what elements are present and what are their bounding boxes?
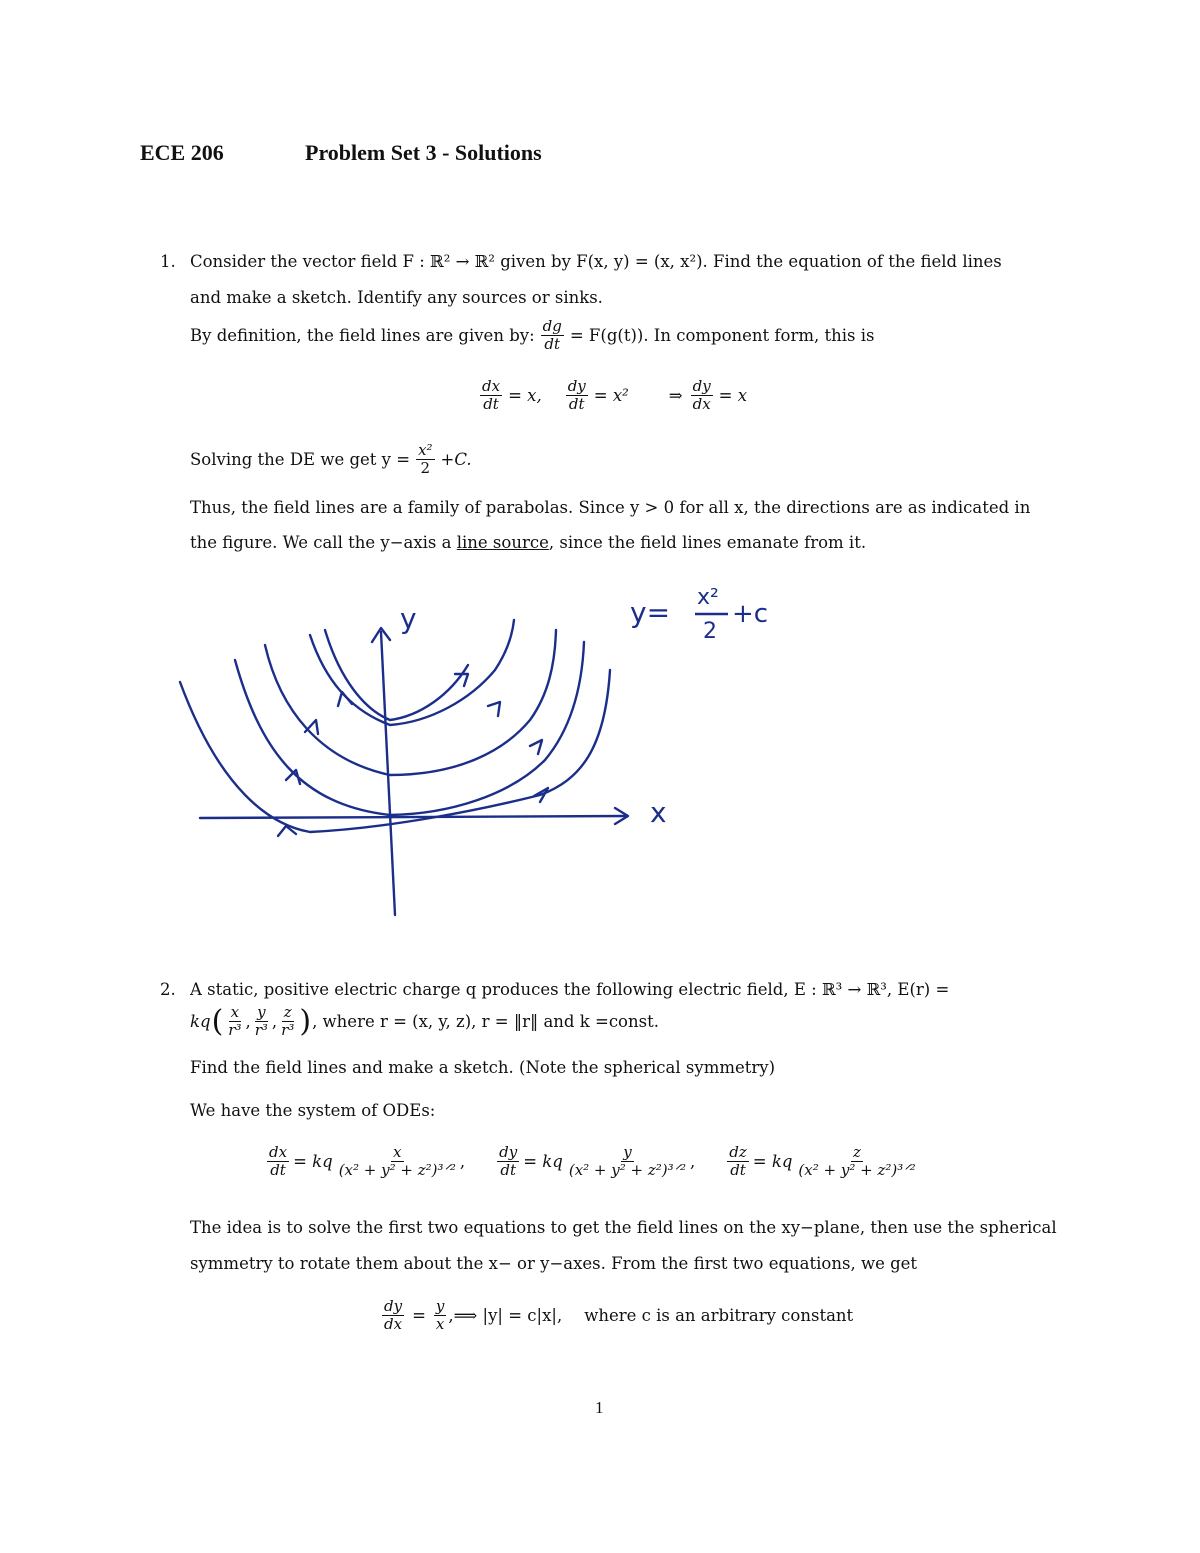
definition-prefix: By definition, the field lines are given by: <box>190 325 535 345</box>
dg-dt-fraction <box>541 318 564 353</box>
component-equations <box>478 378 747 413</box>
x-axis-line <box>200 816 625 818</box>
fraction-denominator: r³ <box>254 1021 268 1039</box>
x-component-fraction <box>337 1144 458 1179</box>
parabola-curve <box>310 620 514 725</box>
definition-suffix: = F(g(t)). In component form, this is <box>569 325 875 345</box>
final-note: where c is an arbitrary constant <box>584 1306 854 1325</box>
fraction-numerator: dy <box>499 1143 518 1161</box>
conclusion-line2 <box>190 533 866 553</box>
fraction-numerator: y <box>257 1003 266 1021</box>
field-line-definition <box>190 318 874 353</box>
conclusion-text: the figure. We call the y−axis a <box>190 533 457 552</box>
field-lines-sketch <box>150 570 850 930</box>
fraction-numerator: dy <box>567 377 586 395</box>
page-number: 1 <box>595 1398 604 1417</box>
direction-arrow <box>338 692 352 706</box>
fraction-numerator: z <box>283 1003 292 1021</box>
fraction-denominator: dt <box>544 335 561 353</box>
field-prefix: kq <box>190 1011 211 1031</box>
formula-denominator: 2 <box>703 619 717 644</box>
dydx-rhs: = x <box>718 386 748 405</box>
de-solution <box>190 442 472 477</box>
find-instruction: Find the field lines and make a sketch. (Note the spherical symmetry) <box>190 1058 776 1077</box>
course-code: ECE 206 <box>140 140 224 165</box>
fraction-denominator: r³ <box>228 1021 242 1039</box>
dy-dt-fraction <box>566 378 588 413</box>
fraction-denominator: dt <box>270 1161 286 1179</box>
formula-left: y= <box>630 596 671 629</box>
problem2-number: 2. <box>160 980 176 999</box>
fraction-numerator: dy <box>692 377 711 395</box>
final-relation <box>380 1298 853 1333</box>
fraction-numerator: x² <box>418 441 433 459</box>
idea-line2: symmetry to rotate them about the x− or y−axes. From the first two equations, we get <box>190 1254 918 1273</box>
y-over-r3-fraction <box>253 1004 270 1039</box>
document-title: Problem Set 3 - Solutions <box>305 140 542 165</box>
dy-rhs: = x² <box>593 386 629 405</box>
ode-system: $\frac{dx}{dt}$ = kq $\frac{x}{\text{(x² + y² + z²)³ᐟ²}}$ , $\frac{dy}{dt}$ = kq $\frac{y}{\text{(x² + y² + z²)³ᐟ²}}$ , $\frac{dz}{dt}$ = kq $\frac{z}{\text{(x² + y² + z²)³ᐟ²}}$ <box>269 1143 916 1179</box>
final-rhs: ,⟹ |y| = c|x|, <box>448 1306 563 1325</box>
electric-field-expression: kq ( $\frac{x}{\text{r³}}$ , $\frac{y}{\text{r³}}$ , $\frac{z}{\text{r³}}$ ) , where r = (x, y, z), r = ‖r‖ and k =const. <box>190 1003 659 1039</box>
z-component-fraction <box>796 1144 917 1179</box>
fraction-numerator: dg <box>542 317 562 335</box>
direction-arrow <box>530 740 542 754</box>
fraction-denominator: dx <box>692 395 711 413</box>
dy-dx-fraction <box>382 1298 404 1333</box>
fraction-numerator: x <box>230 1003 240 1021</box>
conclusion-text-end: , since the field lines emanate from it. <box>548 533 867 552</box>
z-over-r3-fraction <box>279 1004 296 1039</box>
parabola-curve <box>265 630 556 775</box>
dx-rhs: = x, <box>508 386 542 405</box>
problem2-statement-line1: A static, positive electric charge q produces the following electric field, E : ℝ³ → ℝ³, E(r) = <box>190 980 950 999</box>
dz-dt-fraction <box>727 1144 749 1179</box>
fraction-denominator: dt <box>483 395 499 413</box>
fraction-numerator: dy <box>384 1297 403 1315</box>
equals-sign: = <box>412 1306 426 1325</box>
dy-dt-fraction <box>497 1144 519 1179</box>
problem1-statement-line2: and make a sketch. Identify any sources or sinks. <box>190 288 603 307</box>
fraction-denominator: dx <box>384 1315 403 1333</box>
parabola-curve <box>235 642 584 815</box>
fraction-numerator: dx <box>482 377 501 395</box>
fraction-denominator: dt <box>500 1161 516 1179</box>
x-axis-label: x <box>650 796 667 829</box>
field-suffix: , where r = (x, y, z), r = ‖r‖ and k =const. <box>312 1011 659 1031</box>
fraction-denominator: x <box>435 1315 445 1333</box>
x-over-r3-fraction <box>226 1004 243 1039</box>
formula-right: +c <box>732 599 769 629</box>
problem1-statement-line1: Consider the vector field F : ℝ² → ℝ² given by F(x, y) = (x, x²). Find the equation of the field lines <box>190 252 1002 271</box>
fraction-numerator: dx <box>269 1143 288 1161</box>
ode-kq: = kq <box>293 1152 333 1171</box>
line-source-term: line source <box>456 533 549 552</box>
handwritten-formula <box>630 585 768 644</box>
direction-arrow <box>488 702 500 716</box>
solution-suffix: +C. <box>440 449 472 469</box>
fraction-numerator: x <box>393 1143 402 1161</box>
open-paren: ( <box>211 1003 224 1039</box>
solution-prefix: Solving the DE we get y = <box>190 449 411 469</box>
dx-dt-fraction <box>480 378 502 413</box>
y-axis-label: y <box>400 602 417 635</box>
ode-kq: = kq <box>752 1152 793 1171</box>
parabola-curve <box>180 670 610 832</box>
implies-arrow: ⇒ <box>668 386 683 405</box>
fraction-denominator: (x² + y² + z²)³ᐟ² <box>338 1161 456 1179</box>
idea-line1: The idea is to solve the first two equations to get the field lines on the xy−plane, then use the spherical <box>190 1218 1057 1237</box>
fraction-denominator: 2 <box>420 459 431 477</box>
close-paren: ) <box>299 1003 312 1039</box>
direction-arrow <box>286 770 300 784</box>
fraction-denominator: dt <box>730 1161 746 1179</box>
fraction-denominator: (x² + y² + z²)³ᐟ² <box>798 1161 916 1179</box>
fraction-numerator: y <box>435 1297 445 1315</box>
fraction-numerator: z <box>853 1143 861 1161</box>
parabola-curve <box>325 630 468 720</box>
ode-kq: = kq <box>523 1152 563 1171</box>
problem1-number: 1. <box>160 252 176 271</box>
fraction-numerator: y <box>623 1143 632 1161</box>
formula-numerator: x² <box>697 585 719 610</box>
fraction-denominator: r³ <box>281 1021 295 1039</box>
fraction-numerator: dz <box>729 1143 747 1161</box>
y-component-fraction <box>567 1144 688 1179</box>
y-over-x-fraction <box>434 1298 446 1333</box>
dy-dx-fraction <box>691 378 713 413</box>
fraction-denominator: (x² + y² + z²)³ᐟ² <box>568 1161 687 1179</box>
fraction-denominator: dt <box>568 395 585 413</box>
system-intro: We have the system of ODEs: <box>190 1101 436 1120</box>
x2-over-2-fraction <box>416 442 434 477</box>
dx-dt-fraction <box>267 1144 289 1179</box>
conclusion-line1: Thus, the field lines are a family of parabolas. Since y > 0 for all x, the directions are as indicated in <box>190 498 1031 517</box>
